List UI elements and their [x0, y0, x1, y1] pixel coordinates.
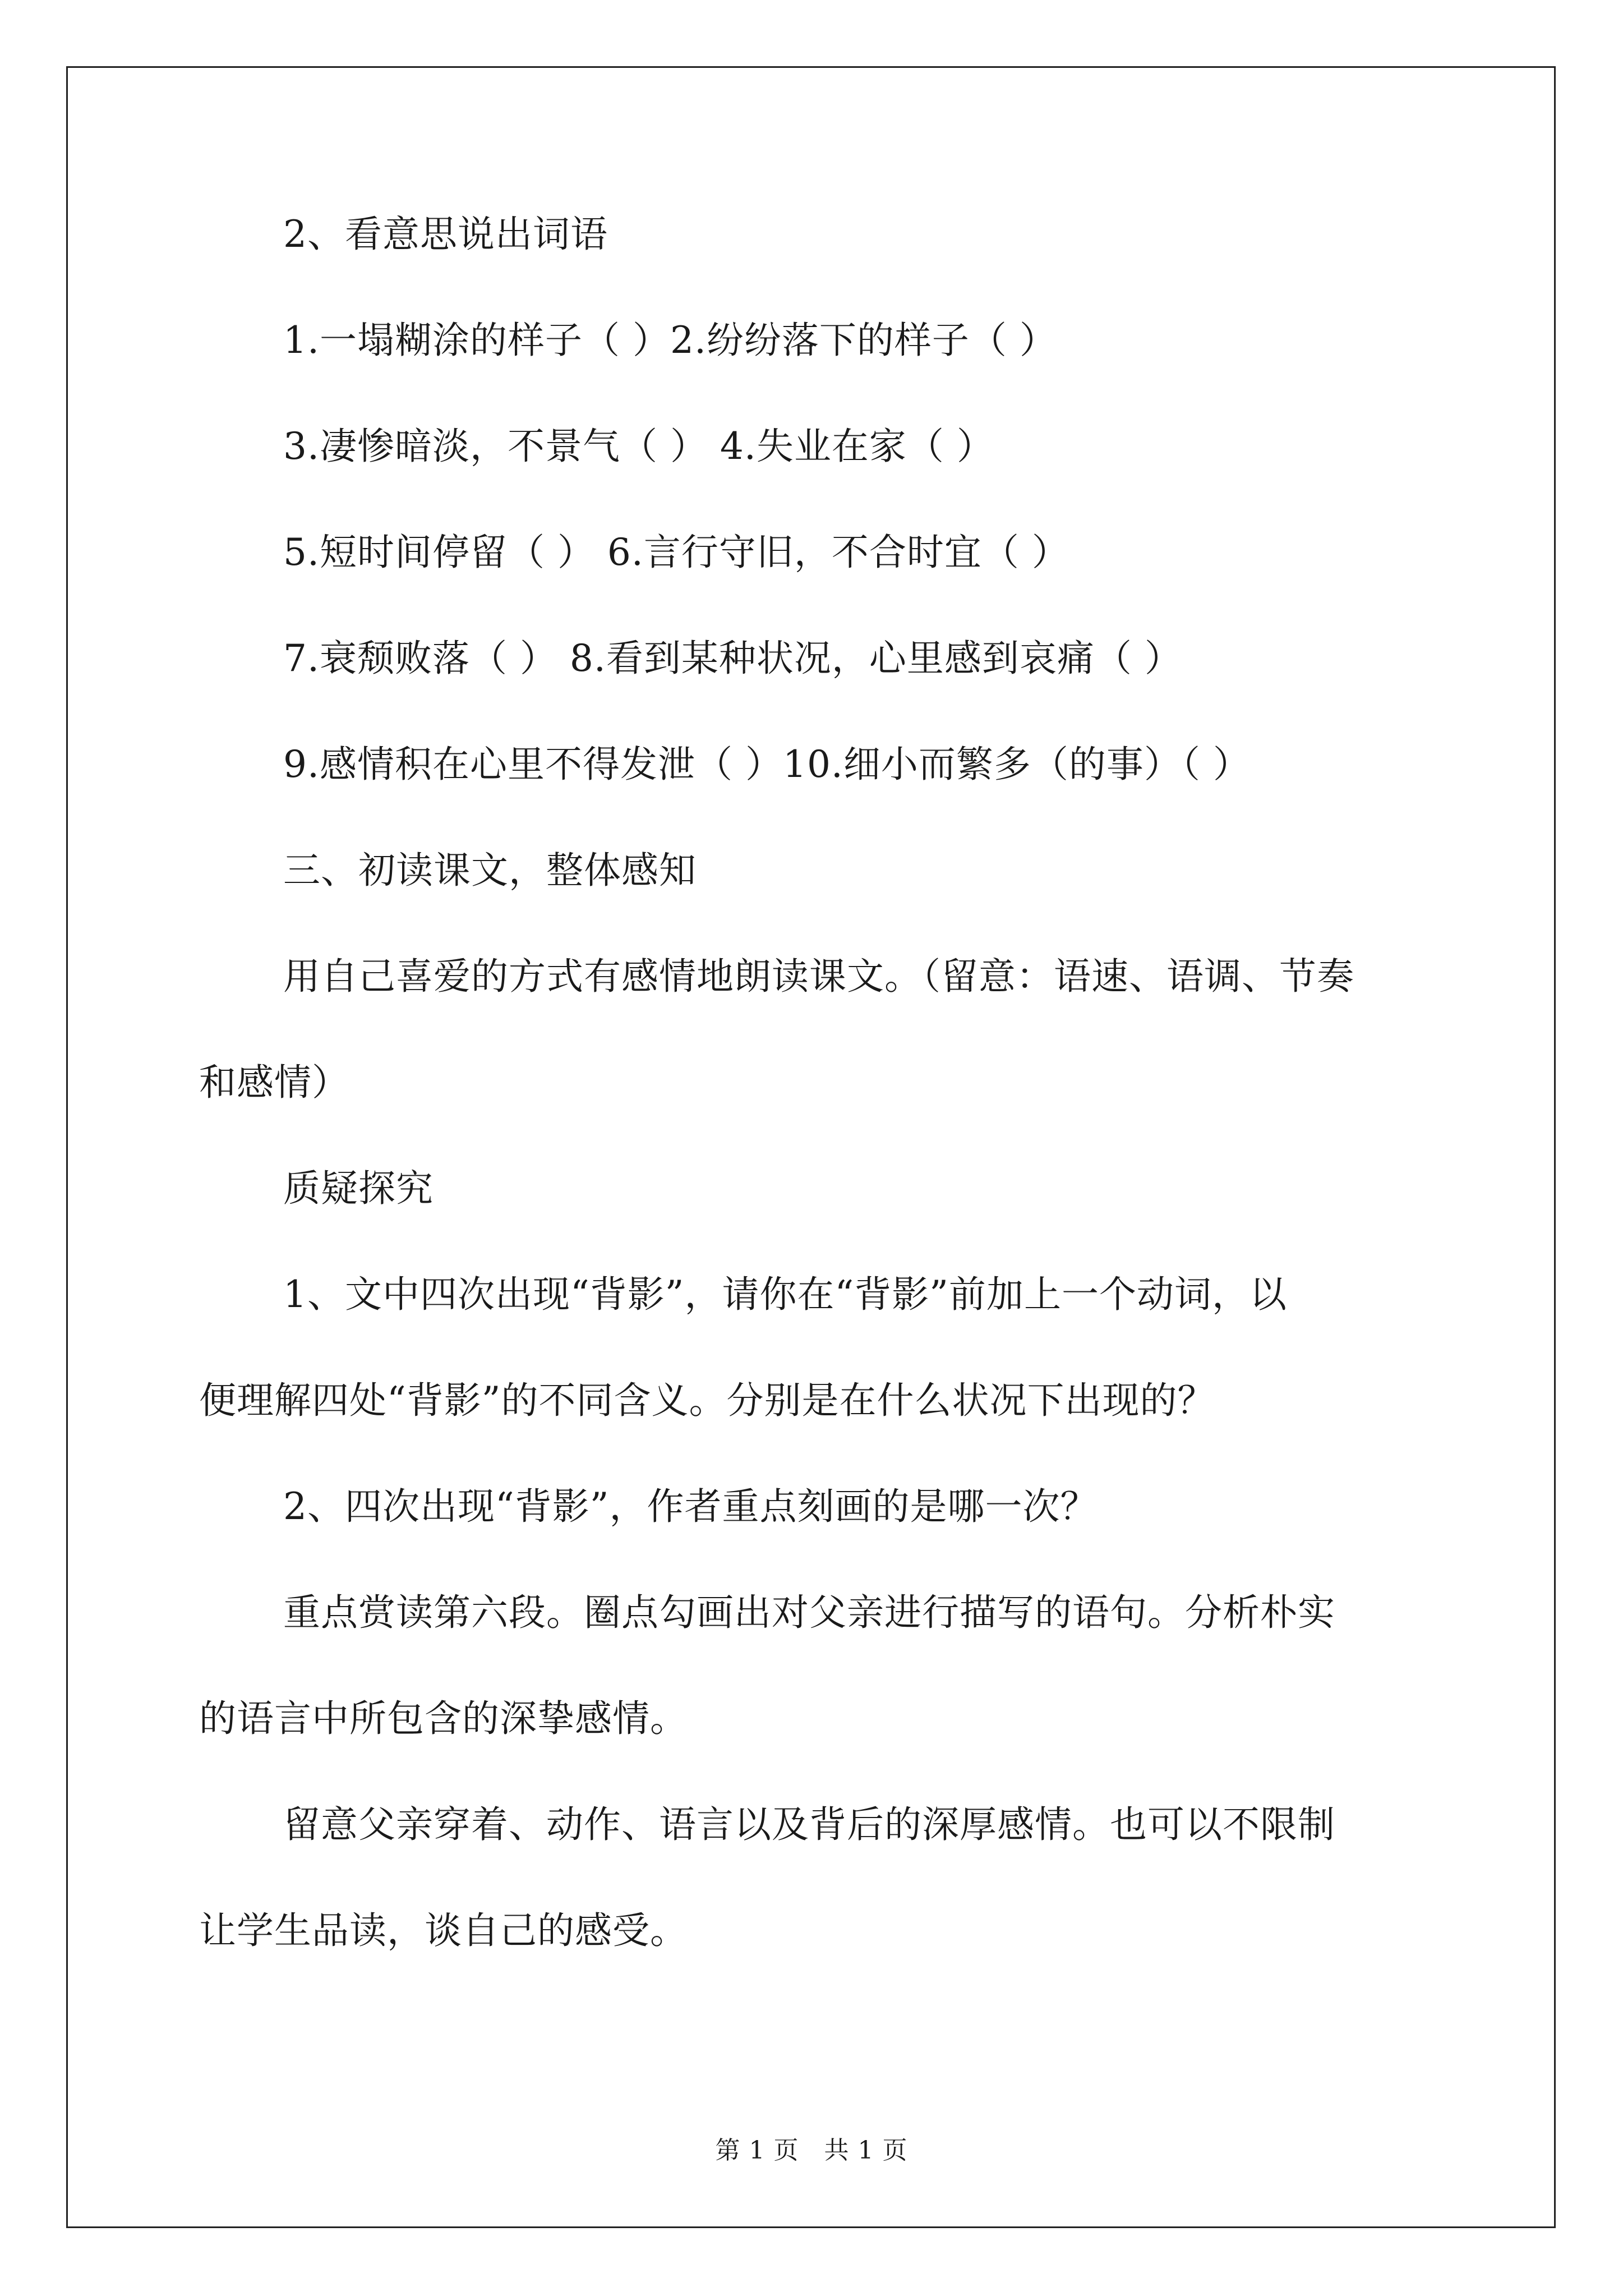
section-heading-inquiry: 质疑探究 — [283, 1167, 434, 1210]
page-number-footer: 第 1 页 共 1 页 — [715, 2136, 908, 2165]
vocabulary-item-line: 9.感情积在心里不得发泄（ ）10.细小而繁多（的事）（ ） — [283, 743, 1251, 786]
section-heading-vocabulary: 2、看意思说出词语 — [283, 213, 608, 256]
vocabulary-item-line: 1.一塌糊涂的样子（ ）2.纷纷落下的样子（ ） — [283, 319, 1057, 362]
paragraph-line: 的语言中所包含的深挚感情。 — [199, 1697, 688, 1740]
question-line: 便理解四处“背影”的不同含义。分别是在什么状况下出现的？ — [199, 1379, 1215, 1422]
vocabulary-item-line: 5.短时间停留（ ） 6.言行守旧，不合时宜（ ） — [283, 531, 1069, 574]
document-body — [199, 213, 1422, 1952]
question-line: 1、文中四次出现“背影”，请你在“背影”前加上一个动词，以 — [283, 1273, 1287, 1316]
paragraph-line: 留意父亲穿着、动作、语言以及背后的深厚感情。也可以不限制 — [283, 1803, 1335, 1846]
paragraph-line: 重点赏读第六段。圈点勾画出对父亲进行描写的语句。分析朴实 — [283, 1591, 1335, 1634]
paragraph-line: 让学生品读，谈自己的感受。 — [199, 1909, 688, 1952]
paragraph-line: 用自己喜爱的方式有感情地朗读课文。（留意：语速、语调、节奏 — [283, 955, 1354, 998]
vocabulary-item-line: 3.凄惨暗淡，不景气（ ） 4.失业在家（ ） — [283, 425, 994, 468]
vocabulary-item-line: 7.衰颓败落（ ） 8.看到某种状况，心里感到哀痛（ ） — [283, 637, 1182, 680]
paragraph-line: 和感情） — [199, 1061, 349, 1104]
section-heading-first-reading: 三、初读课文，整体感知 — [283, 849, 697, 892]
question-line: 2、四次出现“背影”，作者重点刻画的是哪一次？ — [283, 1485, 1098, 1528]
